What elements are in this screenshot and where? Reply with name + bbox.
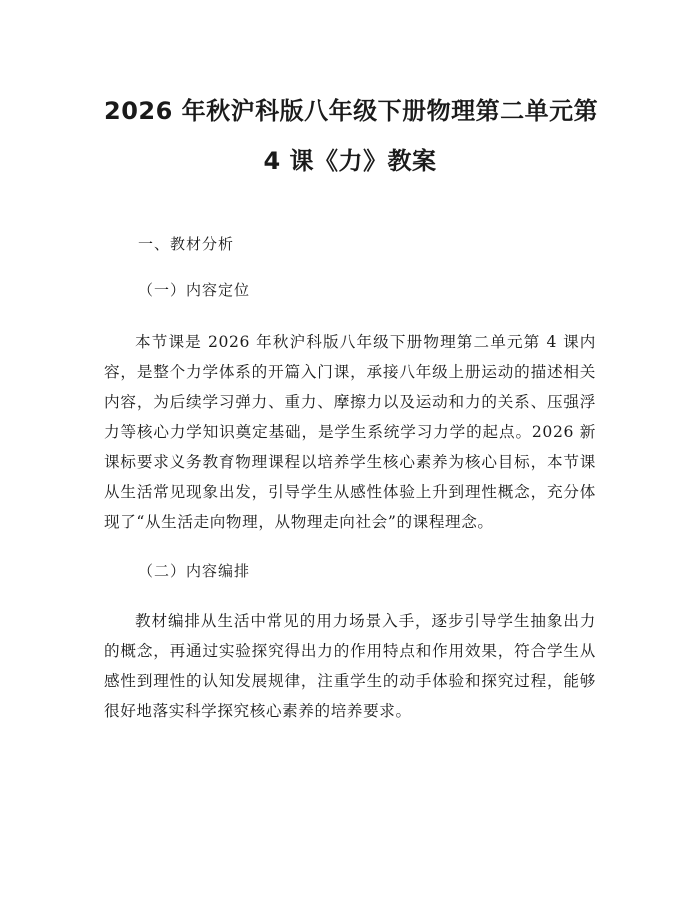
title-line-2: 4 课《力》教案 bbox=[263, 147, 437, 175]
section-heading-textbook-analysis: 一、教材分析 bbox=[138, 235, 235, 253]
title-line-1: 2026 年秋沪科版八年级下册物理第二单元第 bbox=[104, 97, 599, 125]
paragraph-content-arrangement: 教材编排从生活中常见的用力场景入手，逐步引导学生抽象出力的概念，再通过实验探究得出力的作用特点和作用效果，符合学生从感性到理性的认知发展规律，注重学生的动手体验和探究过程，能够很好地落实科学探究核心素养的培养要求。 bbox=[104, 612, 596, 720]
paragraph-content-positioning: 本节课是 2026 年秋沪科版八年级下册物理第二单元第 4 课内容，是整个力学体系的开篇入门课，承接八年级上册运动的描述相关内容，为后续学习弹力、重力、摩擦力以及运动和力的关系、压强浮力等核心力学知识奠定基础，是学生系统学习力学的起点。2026 新课标要求义务教育物理课程以培养学生核心素养为核心目标，本节课从生活常见现象出发，引导学生从感性体验上升到理性概念，充分体现了“从生活走向物理，从物理走向社会”的课程理念。 bbox=[104, 333, 596, 531]
document-title bbox=[104, 86, 599, 186]
subsection-heading-content-positioning: （一）内容定位 bbox=[138, 281, 251, 299]
subsection-heading-content-arrangement: （二）内容编排 bbox=[138, 562, 251, 580]
